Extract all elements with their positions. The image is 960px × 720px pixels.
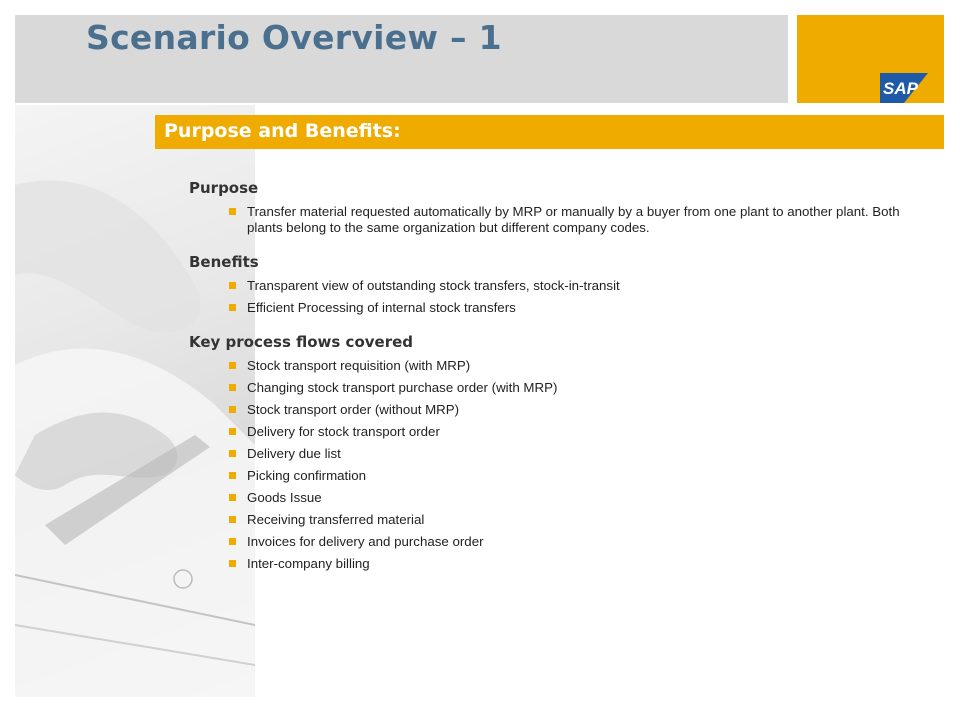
list-item <box>189 534 909 550</box>
list-item <box>189 490 909 506</box>
list-item <box>189 512 909 528</box>
list-item <box>189 300 909 316</box>
bullet-icon <box>229 362 236 369</box>
bullet-icon <box>229 494 236 501</box>
list-item <box>189 446 909 462</box>
list-item <box>189 278 909 294</box>
sap-logo <box>880 73 928 103</box>
list-item-text: Stock transport order (without MRP) <box>247 402 460 417</box>
process-flows-list <box>189 358 909 572</box>
bullet-icon <box>229 304 236 311</box>
list-item <box>189 380 909 396</box>
bullet-icon <box>229 406 236 413</box>
list-item <box>189 358 909 374</box>
list-item <box>189 424 909 440</box>
list-item <box>189 204 909 236</box>
list-item-text: Efficient Processing of internal stock transfers <box>247 300 516 315</box>
section-header: Purpose and Benefits: <box>164 120 401 142</box>
list-item-text: Invoices for delivery and purchase order <box>247 534 484 549</box>
list-item-text: Delivery for stock transport order <box>247 424 440 439</box>
list-item-text: Stock transport requisition (with MRP) <box>247 358 471 373</box>
bullet-icon <box>229 384 236 391</box>
purpose-list <box>189 204 909 236</box>
section-header-bar <box>155 115 944 149</box>
bullet-icon <box>229 560 236 567</box>
list-item-text: Inter-company billing <box>247 556 370 571</box>
section-heading-benefits: Benefits <box>189 253 259 271</box>
bullet-icon <box>229 516 236 523</box>
bullet-icon <box>229 472 236 479</box>
bullet-icon <box>229 538 236 545</box>
bullet-icon <box>229 208 236 215</box>
list-item-text: Transfer material requested automatically by MRP or manually by a buyer from one plant to another plant. Both plants belong to the same organization but different company codes. <box>247 204 900 235</box>
list-item <box>189 556 909 572</box>
benefits-list <box>189 278 909 316</box>
section-heading-process-flows: Key process flows covered <box>189 333 414 351</box>
list-item-text: Goods Issue <box>247 490 322 505</box>
list-item-text: Changing stock transport purchase order (with MRP) <box>247 380 558 395</box>
list-item <box>189 468 909 484</box>
bullet-icon <box>229 450 236 457</box>
list-item-text: Picking confirmation <box>247 468 366 483</box>
list-item-text: Receiving transferred material <box>247 512 425 527</box>
bullet-icon <box>229 282 236 289</box>
list-item <box>189 402 909 418</box>
page-title: Scenario Overview – 1 <box>86 18 502 57</box>
list-item-text: Delivery due list <box>247 446 341 461</box>
list-item-text: Transparent view of outstanding stock transfers, stock-in-transit <box>247 278 620 293</box>
bullet-icon <box>229 428 236 435</box>
content-area <box>189 178 909 578</box>
section-heading-purpose: Purpose <box>189 179 259 197</box>
sap-logo-text: SAP <box>883 79 918 98</box>
